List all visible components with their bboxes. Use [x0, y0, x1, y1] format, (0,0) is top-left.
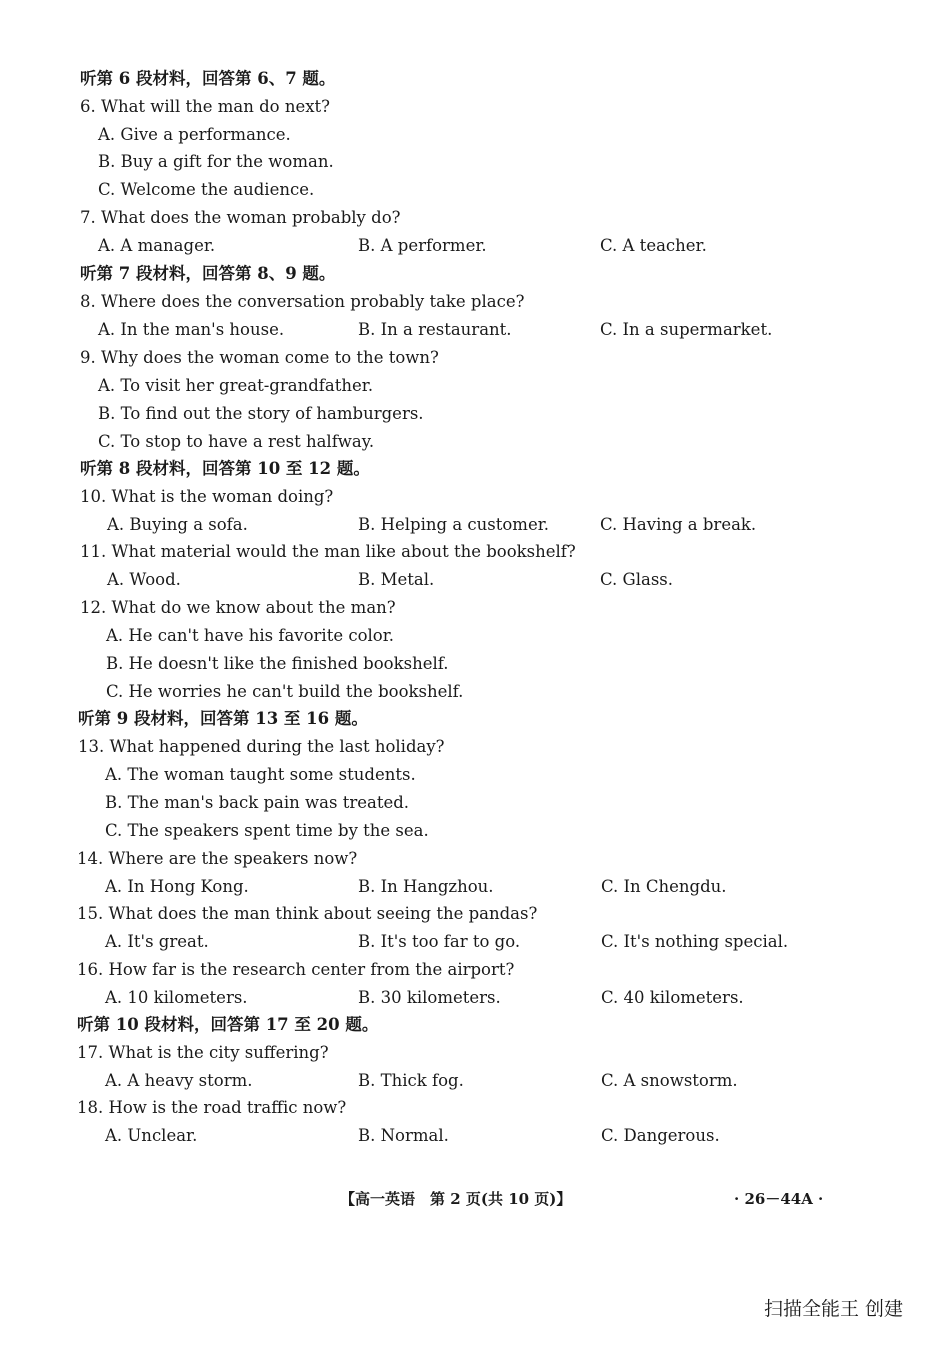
- option-18c: C. Dangerous.: [601, 1126, 720, 1145]
- option-7a: A. A manager.: [98, 236, 216, 255]
- option-11b: B. Metal.: [358, 570, 435, 589]
- option-7c: C. A teacher.: [600, 236, 707, 255]
- question-stem-16: 16. How far is the research center from the airport?: [77, 960, 515, 979]
- option-10b: B. Helping a customer.: [358, 515, 550, 534]
- option-15b: B. It's too far to go.: [358, 932, 521, 951]
- option-13c: C. The speakers spent time by the sea.: [105, 821, 429, 840]
- option-8c: C. In a supermarket.: [600, 320, 773, 339]
- option-12c: C. He worries he can't build the bookshelf.: [106, 682, 464, 701]
- section-header-10: 听第 10 段材料，回答第 17 至 20 题。: [77, 1015, 379, 1034]
- option-16b: B. 30 kilometers.: [358, 988, 501, 1007]
- question-stem-17: 17. What is the city suffering?: [77, 1043, 329, 1062]
- page-footer-label: 【高一英语 第 2 页(共 10 页)】: [340, 1190, 572, 1208]
- question-stem-6: 6. What will the man do next?: [80, 97, 331, 116]
- option-8a: A. In the man's house.: [98, 320, 285, 339]
- option-9c: C. To stop to have a rest halfway.: [98, 432, 375, 451]
- option-17c: C. A snowstorm.: [601, 1071, 738, 1090]
- option-15c: C. It's nothing special.: [601, 932, 789, 951]
- option-16c: C. 40 kilometers.: [601, 988, 744, 1007]
- option-9b: B. To find out the story of hamburgers.: [98, 404, 424, 423]
- scanner-watermark: 扫描全能王 创建: [764, 1298, 904, 1320]
- question-stem-11: 11. What material would the man like about the bookshelf?: [80, 542, 576, 561]
- option-16a: A. 10 kilometers.: [105, 988, 248, 1007]
- option-9a: A. To visit her great-grandfather.: [98, 376, 374, 395]
- question-stem-10: 10. What is the woman doing?: [80, 487, 334, 506]
- option-17b: B. Thick fog.: [358, 1071, 464, 1090]
- question-stem-15: 15. What does the man think about seeing the pandas?: [77, 904, 538, 923]
- option-6a: A. Give a performance.: [98, 125, 291, 144]
- option-11c: C. Glass.: [600, 570, 674, 589]
- page-footer-code: · 26－44A ·: [734, 1190, 824, 1208]
- option-7b: B. A performer.: [358, 236, 487, 255]
- question-stem-9: 9. Why does the woman come to the town?: [80, 348, 439, 367]
- section-header-8: 听第 8 段材料，回答第 10 至 12 题。: [80, 459, 370, 478]
- option-17a: A. A heavy storm.: [105, 1071, 253, 1090]
- section-header-6: 听第 6 段材料，回答第 6、7 题。: [80, 69, 336, 88]
- question-stem-18: 18. How is the road traffic now?: [77, 1098, 347, 1117]
- question-stem-7: 7. What does the woman probably do?: [80, 208, 401, 227]
- option-12b: B. He doesn't like the finished bookshelf.: [106, 654, 449, 673]
- option-14c: C. In Chengdu.: [601, 877, 727, 896]
- question-stem-12: 12. What do we know about the man?: [80, 598, 396, 617]
- option-14b: B. In Hangzhou.: [358, 877, 494, 896]
- question-stem-14: 14. Where are the speakers now?: [77, 849, 358, 868]
- question-stem-8: 8. Where does the conversation probably take place?: [80, 292, 525, 311]
- option-6c: C. Welcome the audience.: [98, 180, 315, 199]
- option-8b: B. In a restaurant.: [358, 320, 512, 339]
- option-10c: C. Having a break.: [600, 515, 757, 534]
- option-18a: A. Unclear.: [105, 1126, 198, 1145]
- option-11a: A. Wood.: [107, 570, 181, 589]
- section-header-7: 听第 7 段材料，回答第 8、9 题。: [80, 264, 336, 283]
- question-stem-13: 13. What happened during the last holiday?: [78, 737, 445, 756]
- option-13a: A. The woman taught some students.: [105, 765, 416, 784]
- option-15a: A. It's great.: [105, 932, 209, 951]
- option-6b: B. Buy a gift for the woman.: [98, 152, 334, 171]
- option-10a: A. Buying a sofa.: [107, 515, 248, 534]
- option-14a: A. In Hong Kong.: [105, 877, 249, 896]
- option-18b: B. Normal.: [358, 1126, 449, 1145]
- option-12a: A. He can't have his favorite color.: [106, 626, 395, 645]
- option-13b: B. The man's back pain was treated.: [105, 793, 410, 812]
- section-header-9: 听第 9 段材料，回答第 13 至 16 题。: [78, 709, 368, 728]
